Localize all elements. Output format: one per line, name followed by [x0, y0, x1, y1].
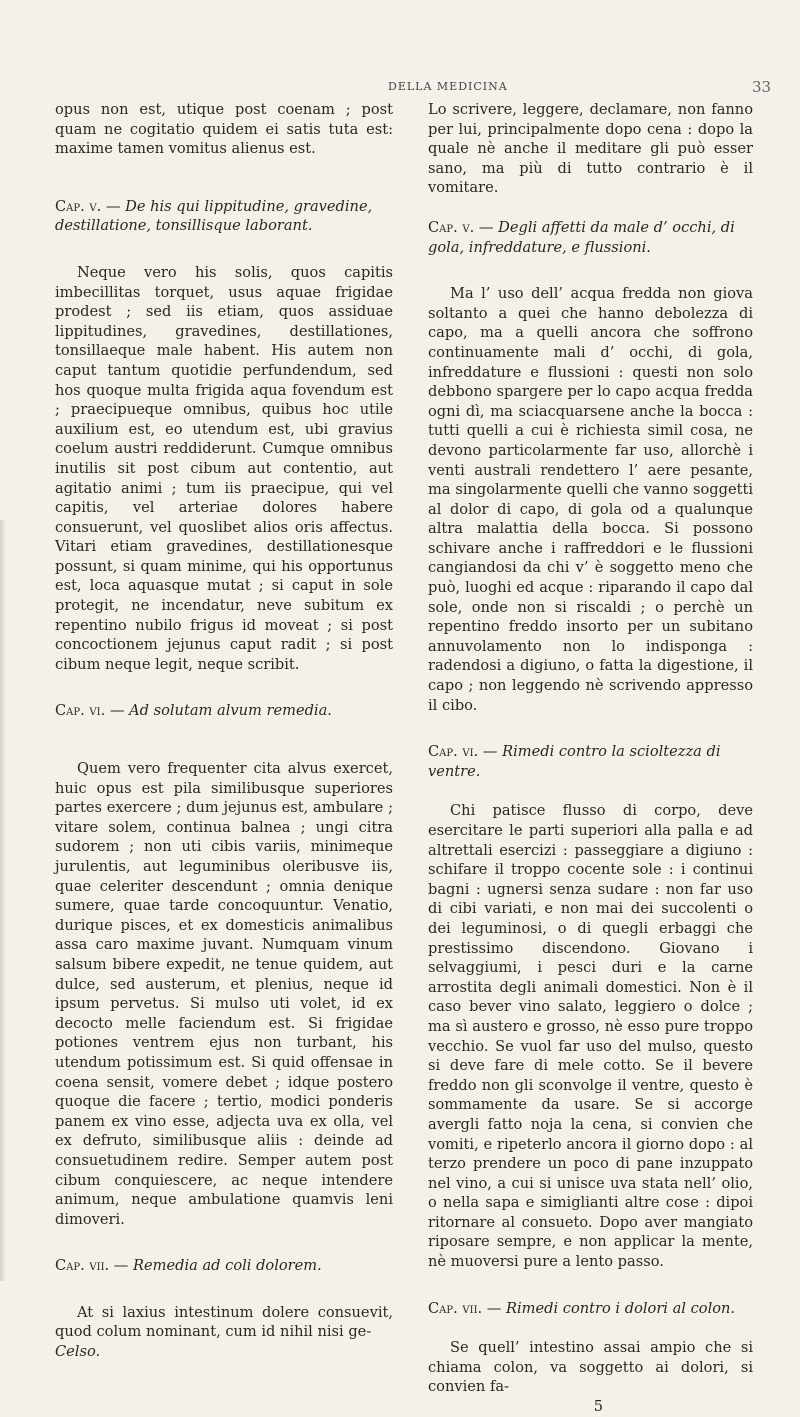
chapter-label: Cap. vi. — [55, 702, 125, 720]
chapter-title: Ad solutam alvum remedia. [129, 702, 332, 720]
chapter-heading-7-italian [428, 1299, 753, 1319]
chapter-title: Rimedi contro i dolori al colon. [506, 1299, 736, 1317]
chapter-title: Rimedi contro la scioltezza di ventre. [428, 743, 721, 780]
latin-paragraph-7: At si laxius intestinum dolere consuevit, quod colum nominant, cum id nihil nisi ge- [55, 1303, 393, 1341]
latin-paragraph-6: Quem vero frequenter cita alvus exercet, huic opus est pila similibusque superiores partes exercere ; dum jejunus est, ambulare ; vitare solem, continua balnea ; ungi citra sudorem ; non uti cibis variis, minimeque jurulentis, aut leguminibus oleribusve iis, quae celeriter descendunt ; omnia denique sumere, quae tarde concoquuntur. Venatio, durique pisces, et ex domesticis animalibus assa caro maxime juvant. Numquam vinum salsum bibere expedit, ne tenue quidem, aut dulce, sed austerum, et plenius, neque id ipsum pervetus. Si mulso uti volet, id ex decocto melle faciendum est. Si frigidae potiones ventrem ejus non turbant, his utendum potissimum est. Si quid offensae in coena sensit, vomere debet ; idque postero quoque die facere ; tertio, modici ponderis panem ex vino esse, adjecta uva ex olla, vel ex defruto, similibusque aliis : deinde ad consuetudinem redire. Semper autem post cibum conquiescere, ac neque intendere animum, neque ambulatione quamvis leni dimoveri. [55, 760, 393, 1228]
chapter-label: Cap. vii. — [55, 1257, 129, 1275]
chapter-label: Cap. vii. — [428, 1299, 502, 1317]
chapter-heading-7-latin [55, 1256, 393, 1276]
chapter-title: Degli affetti da male d’ occhi, di gola, infreddature, e flussioni. [428, 218, 735, 256]
italian-paragraph-5: Ma l’ uso dell’ acqua fredda non giova soltanto a quei che hanno debolezza di capo, ma a quelli ancora che soffrono continuamente mali d’ occhi, di gola, infreddature e flussioni : questi non solo debbono spargere per lo capo acqua fredda ogni dì, ma sciacquarsene anche la bocca : tutti quelli a cui è richiesta simil cosa, ne devono particolarmente far uso, allorchè i venti australi rendettero l’ aere pesante, ma singolarmente quelli che vanno soggetti al dolor di capo, di gola od a qualunque altra malattia della bocca. Si possono schivare anche i raffreddori e le flussioni cangiandosi da chi v’ è soggetto meno che può, luoghi ed acque : riparando il capo dal sole, onde non si riscaldi ; o perchè un repentino freddo insorto per un subitano annuvolamento non lo indisponga : radendosi a digiuno, o fatta la digestione, il capo ; non leggendo nè scrivendo appresso il cibo. [428, 285, 753, 714]
chapter-label: Cap. v. — [428, 218, 494, 236]
catchword [55, 1342, 393, 1362]
chapter-heading-5-latin [55, 197, 393, 236]
chapter-heading-5-italian [428, 218, 753, 257]
running-title: DELLA MEDICINA [388, 80, 508, 93]
italian-intro: Lo scrivere, leggere, declamare, non fanno per lui, principalmente dopo cena : dopo la quale nè anche il meditare gli può esser sano, ma più di tutto contrario è il vomitare. [428, 101, 753, 197]
italian-column [428, 100, 753, 1417]
italian-paragraph-7: Se quell’ intestino assai ampio che si chiama colon, va soggetto ai dolori, si convien fa- [428, 1339, 753, 1396]
chapter-heading-6-latin [55, 701, 393, 721]
latin-intro: opus non est, utique post coenam ; post quam ne cogitatio quidem ei satis tuta est: maxime tamen vomitus alienus est. [55, 101, 393, 158]
signature-mark: 5 [593, 1398, 603, 1416]
running-header [0, 78, 800, 98]
chapter-title: Remedia ad coli dolorem. [133, 1257, 322, 1275]
chapter-heading-6-italian [428, 742, 753, 781]
latin-paragraph-5: Neque vero his solis, quos capitis imbecillitas torquet, usus aquae frigidae prodest ; sed iis etiam, quos assiduae lippitudines, gravedines, destillationes, tonsillaeque male habent. His autem non caput tantum quotidie perfundendum, sed hos quoque multa frigida aqua fovendum est ; praecipueque omnibus, quibus hoc utile auxilium est, eo utendum est, ubi gravius coelum austri reddiderunt. Cumque omnibus inutilis sit post cibum aut contentio, aut agitatio animi ; tum iis praecipue, qui vel capitis, vel arteriae dolores habere consuerunt, vel quoslibet alios oris affectus. Vitari etiam gravedines, destillationesque possunt, si quam minime, qui his opportunus est, loca aquasque mutat ; si caput in sole protegit, ne incendatur, neve subitum ex repentino nubilo frigus id moveat ; si post concoctionem jejunus caput radit ; si post cibum neque legit, neque scribit. [55, 263, 393, 673]
page-edge-shadow [0, 520, 5, 1281]
catchword-text: Celso. [55, 1343, 101, 1361]
italian-paragraph-6: Chi patisce flusso di corpo, deve esercitare le parti superiori alla palla e ad altrettali esercizi : passeggiare a digiuno : schifare il troppo cocente sole : i continui bagni : ugnersi senza sudare : non far uso di cibi variati, e non mai dei succolenti o dei leguminosi, o di quegli erbaggi che prestissimo discendono. Giovano i selvaggiumi, i pesci duri e la carne arrostita degli animali domestici. Non è il caso bever vino salato, leggiero o dolce ; ma sì austero e grosso, nè esso pure troppo vecchio. Se vuol far uso del mulso, questo si deve fare di mele cotto. Se il bevere freddo non gli sconvolge il ventre, questo è sommamente da usare. Se si accorge avergli fatto noja la cena, si convien che vomiti, e ripeterlo ancora il giorno dopo : al terzo prendere un poco di pane inzuppato nel vino, a cui si unisce uva stata nell’ olio, o nella sapa e simiglianti altre cose : dipoi ritornare al consueto. Dopo aver mangiato riposare sempre, e non applicar la mente, nè muoversi pure a lento passo. [428, 802, 753, 1271]
chapter-label: Cap. vi. — [428, 743, 498, 761]
page-number: 33 [752, 78, 772, 96]
chapter-title: De his qui lippitudine, gravedine, destillatione, tonsillisque laborant. [55, 197, 373, 235]
chapter-label: Cap. v. — [55, 197, 121, 215]
latin-column [55, 100, 393, 1362]
